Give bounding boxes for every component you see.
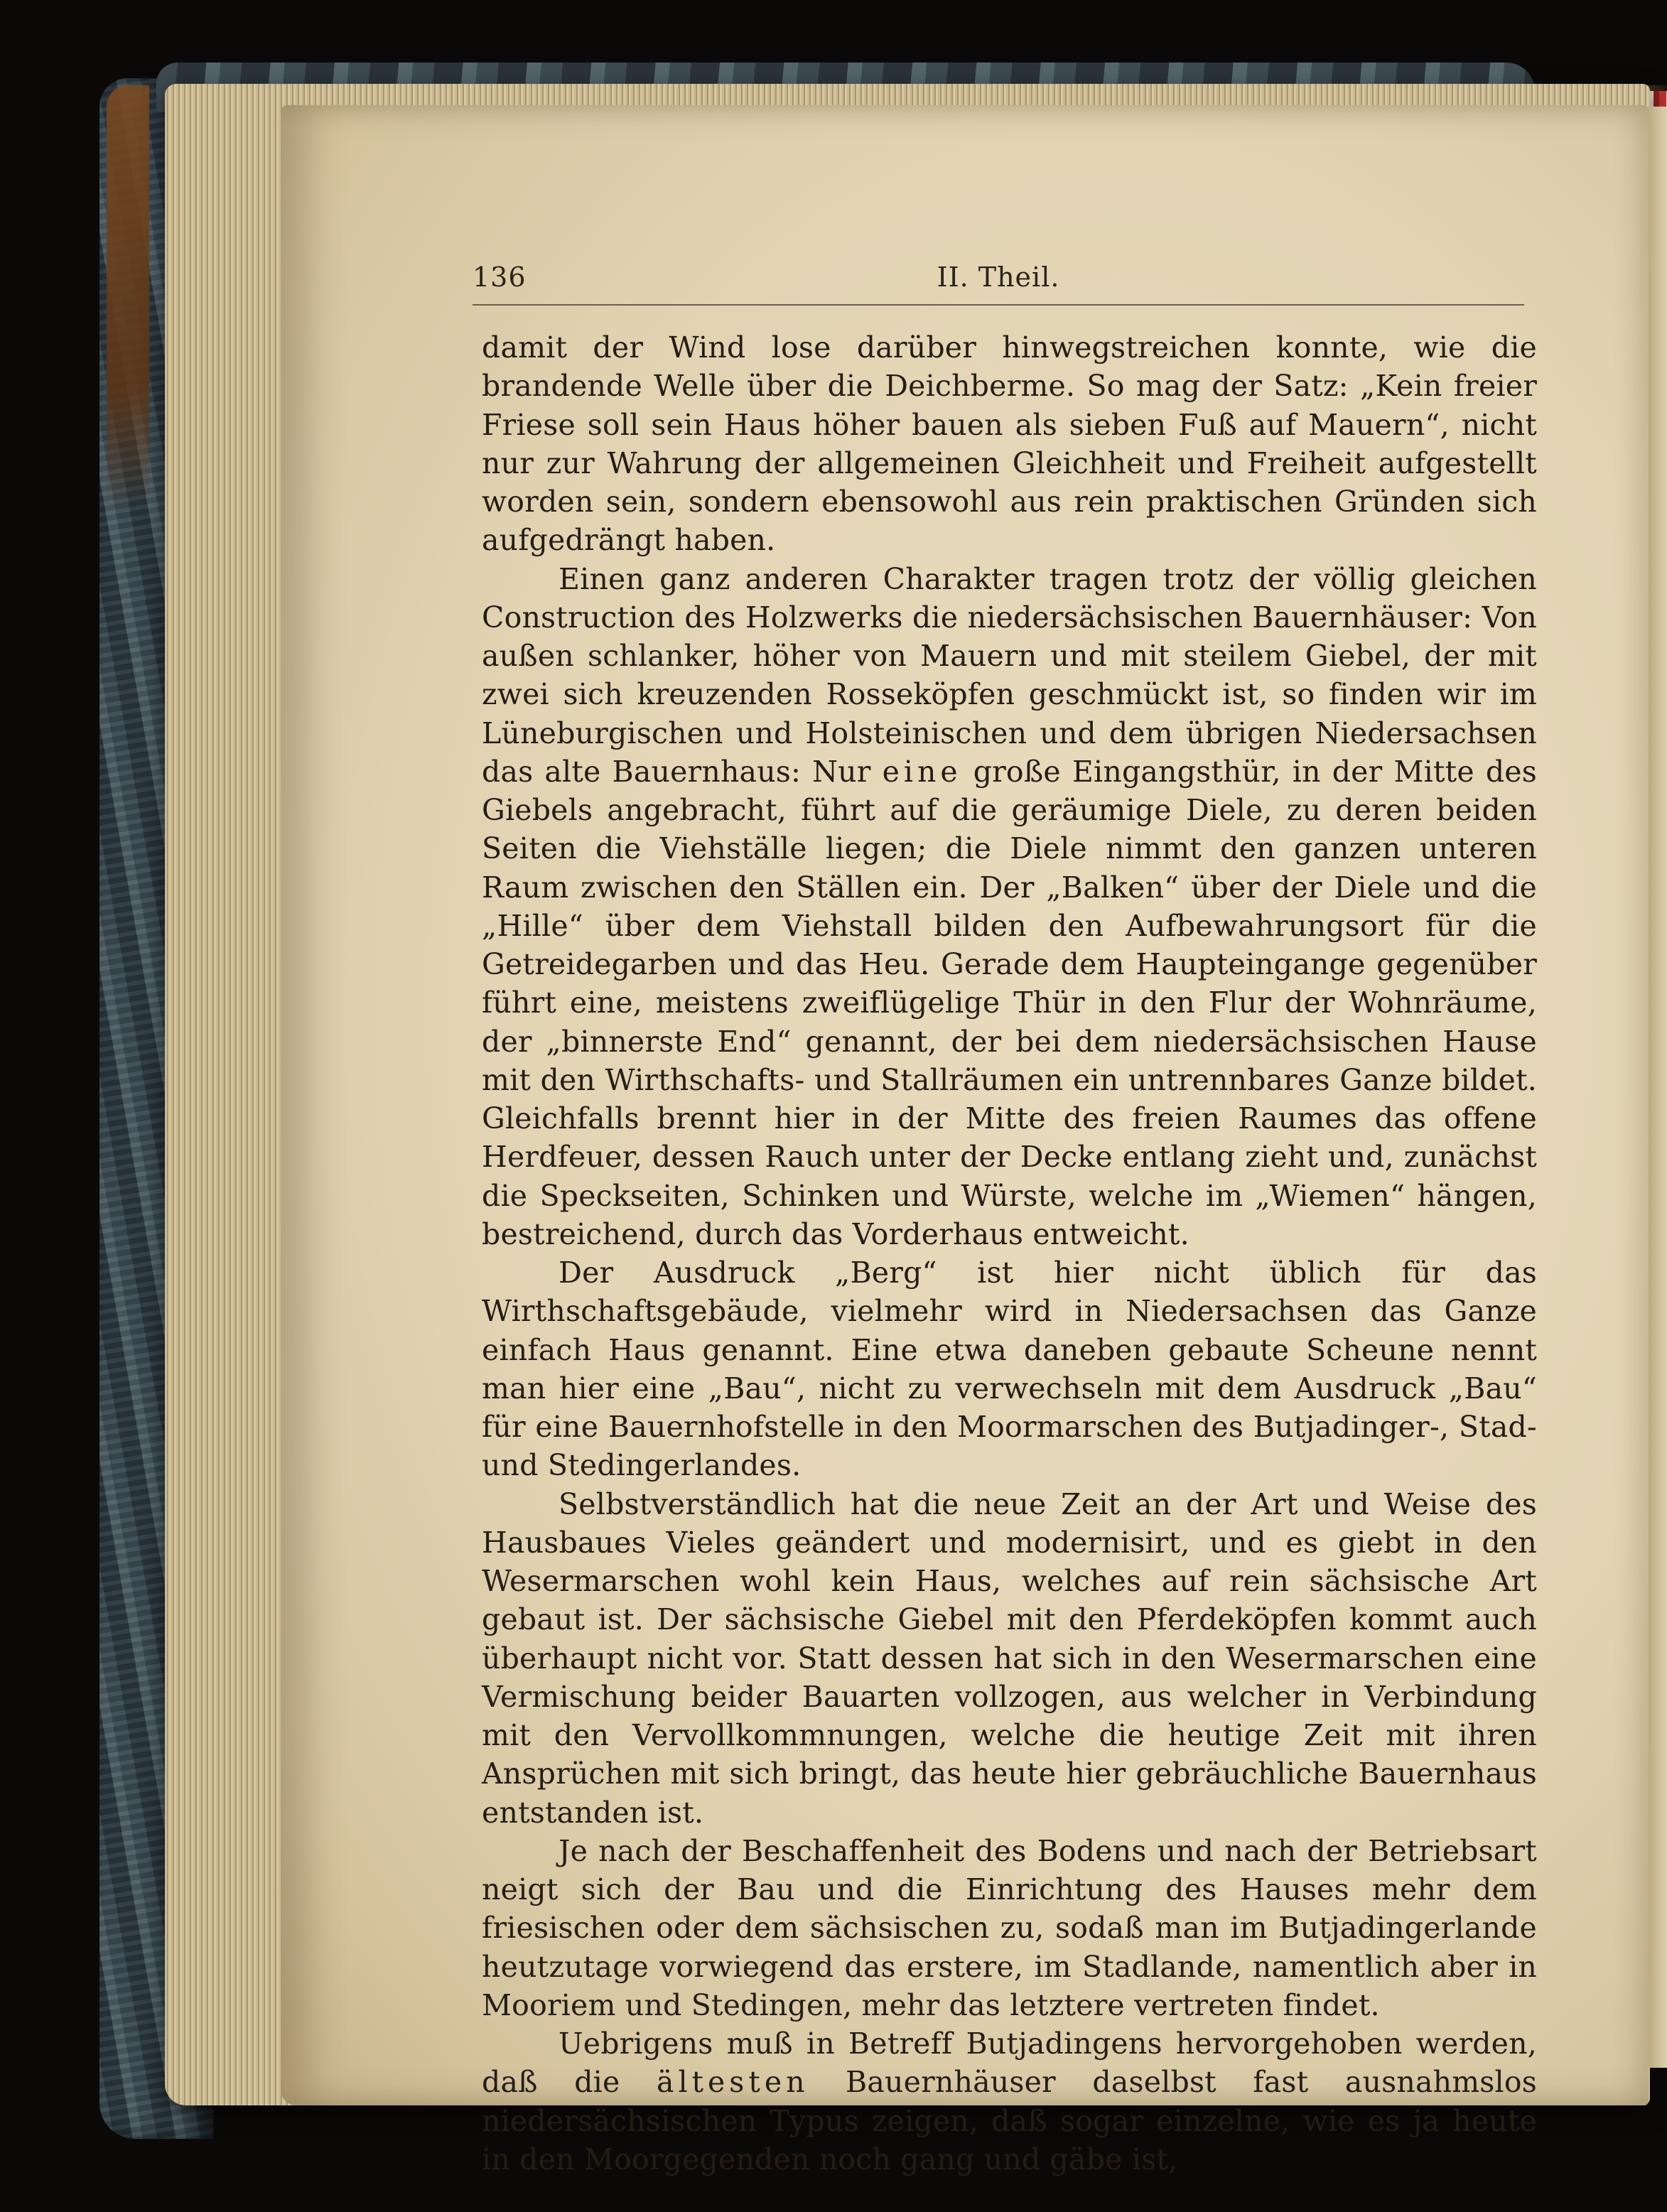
running-head: [473, 261, 1524, 304]
body-text: [482, 328, 1537, 2179]
emphasis-text: eine: [882, 754, 962, 789]
paragraph-text: Uebrigens muß in Betreff Butjadingens hervorgehoben werden, daß die: [482, 2027, 1537, 2100]
header-rule: [473, 304, 1524, 306]
page-number: 136: [473, 261, 527, 293]
paragraph-text: große Eingangsthür, in der Mitte des Giebels angebracht, führt auf die geräumige Diele, zu deren beiden Seiten die Viehställe liegen; die Diele nimmt den ganzen unteren Raum zwischen den Ställen ein. Der „Balken“ über der Diele und die „Hille“ über dem Viehstall bilden den Aufbewahrungsort für die Getreidegarben und das Heu. Gerade dem Haupteingange gegenüber führt eine, meistens zweiflügelige Thür in den Flur der Wohnräume, der „binnerste End“ genannt, der bei dem niedersächsischen Hause mit den Wirthschafts- und Stallräumen ein untrennbares Ganze bildet. Gleichfalls brennt hier in der Mitte des freien Raumes das offene Herdfeuer, dessen Rauch unter der Decke entlang zieht und, zunächst die Speckseiten, Schinken und Würste, welche im „Wiemen“ hängen, bestreichend, durch das Vorderhaus entweicht.: [482, 754, 1537, 1251]
paragraph: [482, 2024, 1537, 2179]
emphasis-text: ältesten: [657, 2065, 809, 2100]
paragraph: Je nach der Beschaffenheit des Bodens und nach der Betriebsart neigt sich der Bau und die Einrichtung des Hauses mehr dem friesischen oder dem sächsischen zu, sodaß man im Butjadingerlande heutzutage vorwiegend das erstere, im Stadlande, namentlich aber in Mooriem und Stedingen, mehr das letztere vertreten findet.: [482, 1833, 1537, 2022]
book-spine: [107, 85, 149, 512]
paragraph: damit der Wind lose darüber hinwegstreichen konnte, wie die brandende Welle über die Deichberme. So mag der Satz: „Kein freier Friese soll sein Haus höher bauen als sieben Fuß auf Mauern“, nicht nur zur Wahrung der allgemeinen Gleichheit und Freiheit aufgestellt worden sein, sondern ebensowohl aus rein praktischen Gründen sich aufgedrängt haben.: [482, 330, 1537, 558]
part-title: II. Theil.: [937, 261, 1060, 293]
facing-page-edge: [1646, 107, 1667, 2068]
paragraph: Der Ausdruck „Berg“ ist hier nicht üblich für das Wirthschaftsgebäude, vielmehr wird in Niedersachsen das Ganze einfach Haus genannt. Eine etwa daneben gebaute Scheune nennt man hier eine „Bau“, nicht zu verwechseln mit dem Ausdruck „Bau“ für eine Bauernhofstelle in den Moormarschen des Butjadinger-, Stad- und Stedingerlandes.: [482, 1256, 1537, 1483]
paragraph: Selbstverständlich hat die neue Zeit an der Art und Weise des Hausbaues Vieles geändert und modernisirt, und es giebt in den Wesermarschen wohl kein Haus, welches auf rein sächsische Art gebaut ist. Der sächsische Giebel mit den Pferdeköpfen kommt auch überhaupt nicht vor. Statt dessen hat sich in den Wesermarschen eine Vermischung beider Bauarten vollzogen, aus welcher in Verbindung mit den Vervollkommnungen, welche die heutige Zeit mit ihren Ansprüchen mit sich bringt, das heute hier gebräuchliche Bauernhaus entstanden ist.: [482, 1487, 1537, 1830]
paragraph-text: Bauernhäuser daselbst fast ausnahmslos niedersächsischen Typus zeigen, daß sogar einzelne, wie es ja heute in den Moorgegenden noch gang und gäbe ist,: [482, 2065, 1537, 2176]
paragraph-text: Einen ganz anderen Charakter tragen trotz der völlig gleichen Construction des Holzwerks die niedersächsischen Bauernhäuser: Von außen schlanker, höher von Mauern und mit steilem Giebel, der mit zwei sich kreuzenden Rosseköpfen geschmückt ist, so finden wir im Lüneburgischen und Holsteinischen und dem übrigen Niedersachsen das alte Bauernhaus: Nur: [482, 561, 1537, 789]
paragraph: [482, 560, 1537, 1254]
